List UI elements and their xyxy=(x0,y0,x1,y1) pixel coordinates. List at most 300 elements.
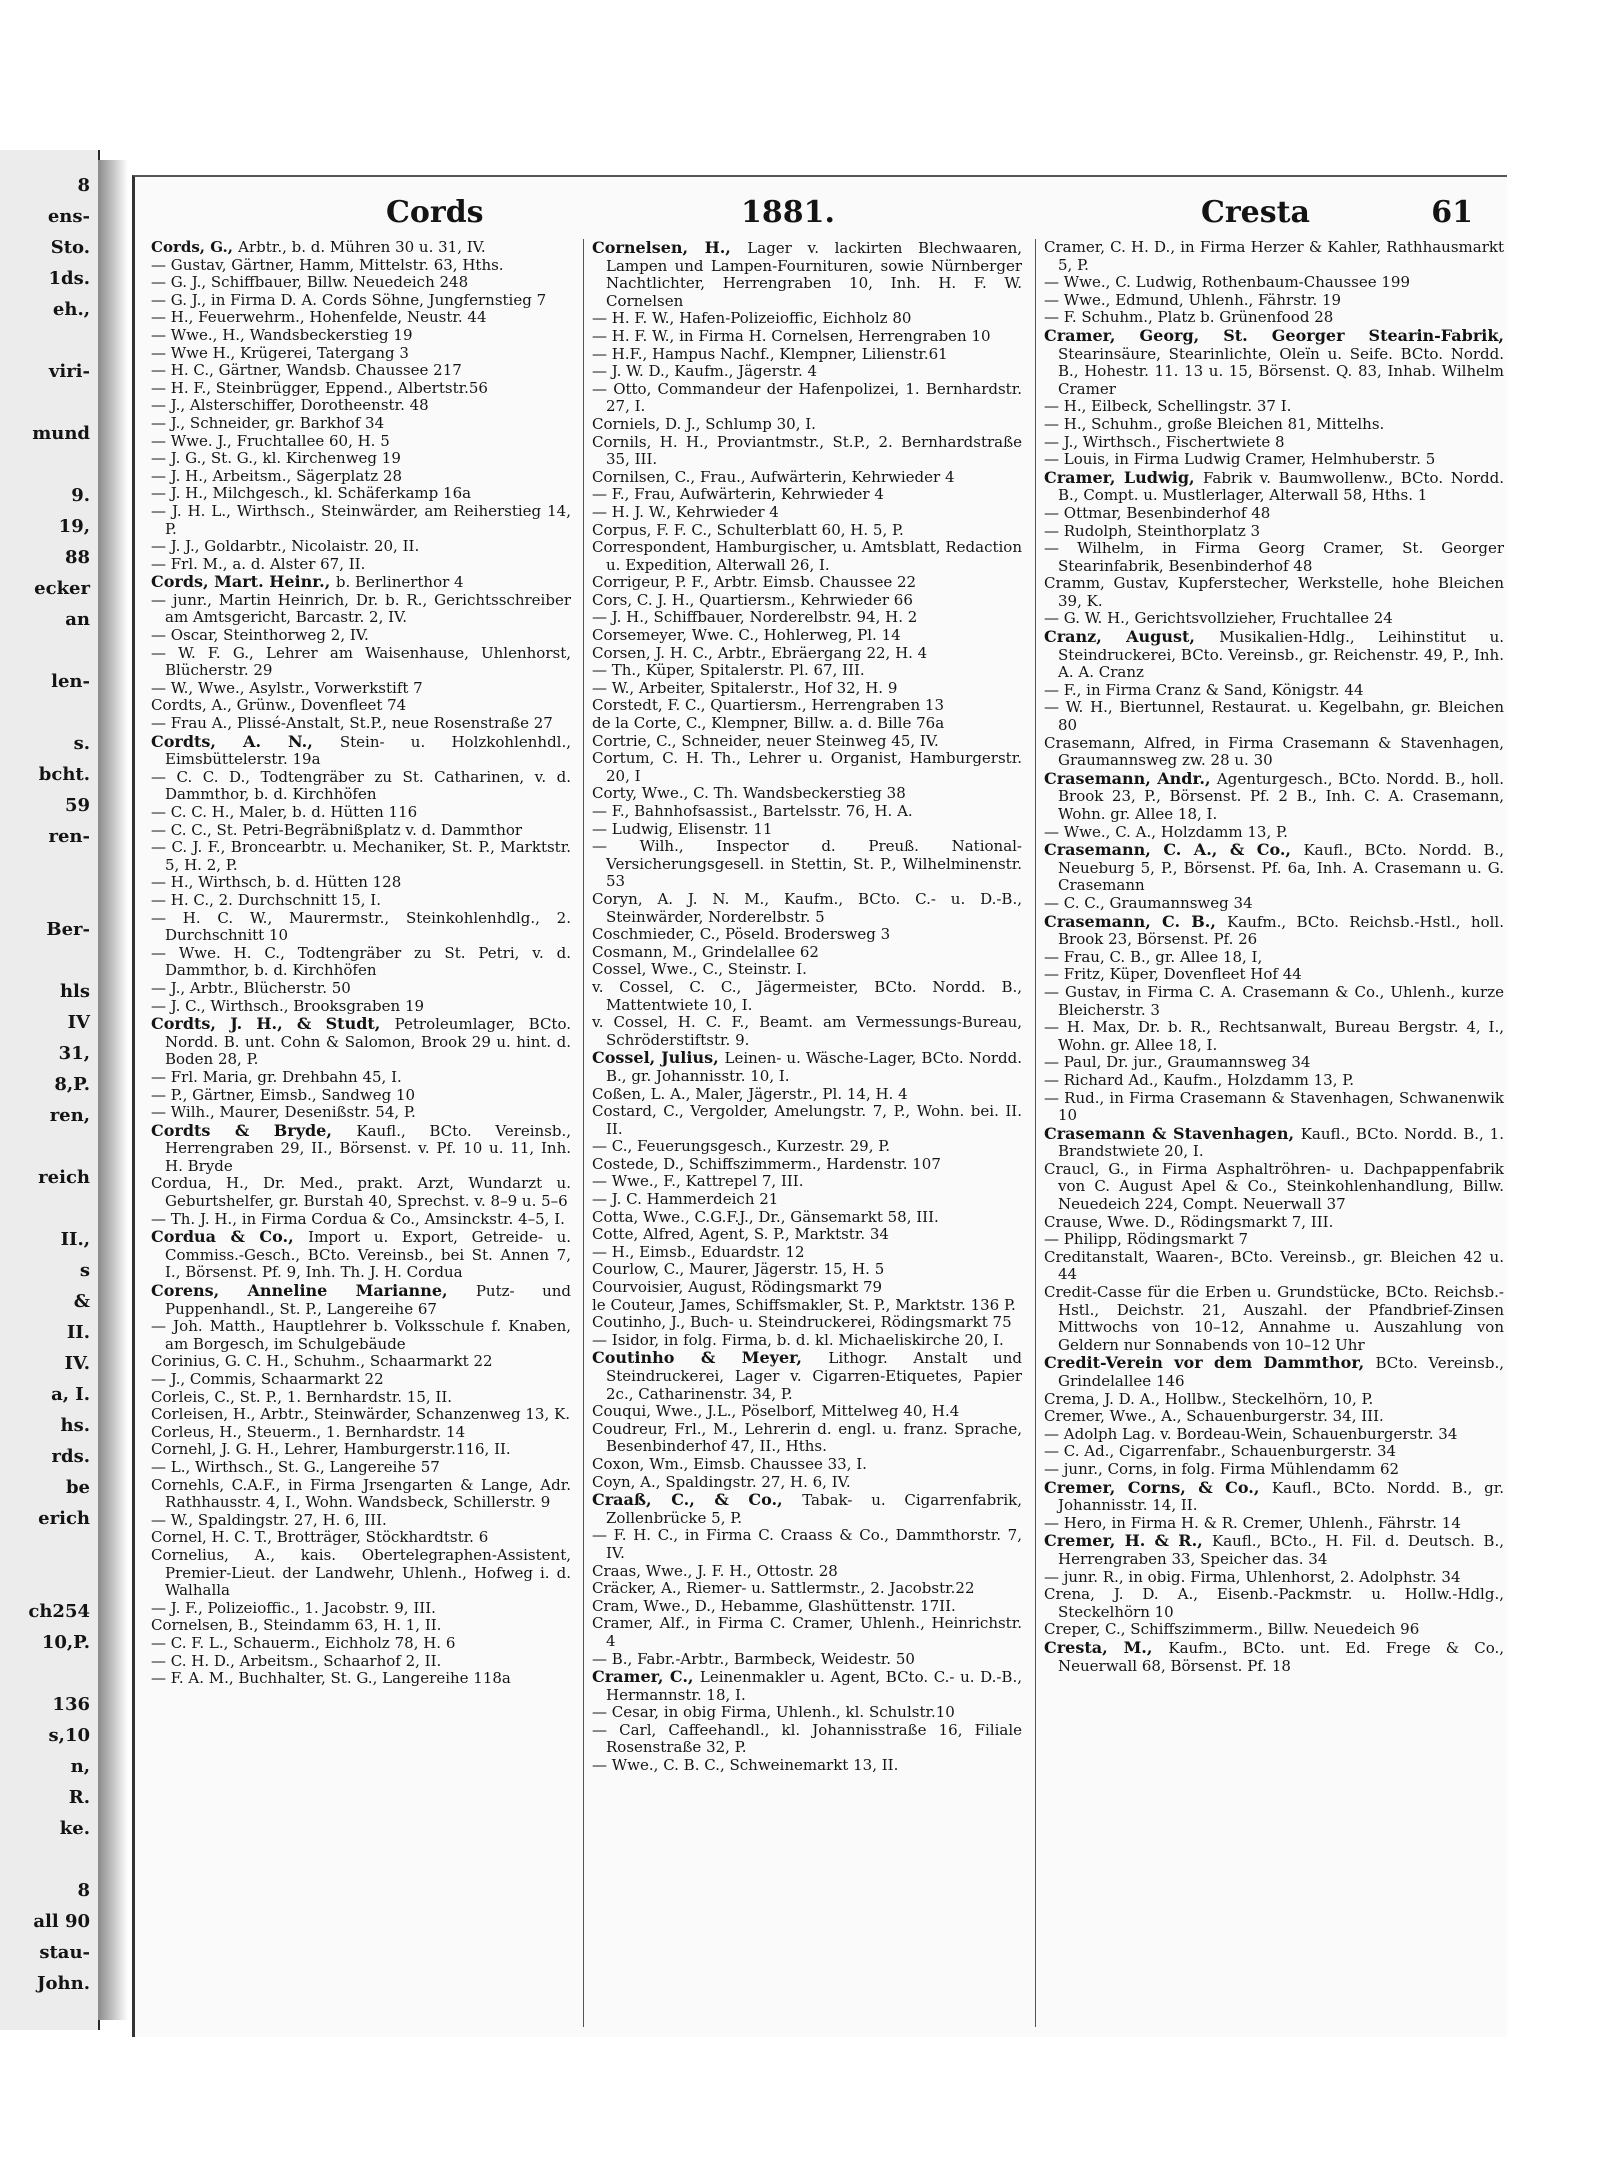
entry-details: — J. G., St. G., kl. Kirchenweg 19 xyxy=(151,449,401,468)
directory-entry xyxy=(592,1244,1022,1262)
entry-name: Coutinho & Meyer, xyxy=(592,1348,829,1368)
directory-entry xyxy=(592,697,1022,715)
directory-entry xyxy=(1044,699,1504,734)
entry-details: Leinen- u. Wäsche-Lager, BCto. Nordd. B., gr. Johannisstr. 10, I. xyxy=(606,1049,1022,1085)
entry-details: — junr. R., in obig. Firma, Uhlenhorst, 2. Adolphstr. 34 xyxy=(1044,1567,1461,1586)
entry-details: — J., Wirthsch., Fischertwiete 8 xyxy=(1044,432,1285,451)
entry-details: — H., Wirthsch, b. d. Hütten 128 xyxy=(151,873,402,892)
directory-entry xyxy=(1044,1391,1504,1409)
entry-details: Petroleumlager, BCto. Nordd. B. unt. Cohn & Salomon, Brook 29 u. hint. d. Boden 28, P. xyxy=(165,1015,571,1069)
directory-entry xyxy=(151,309,571,327)
directory-entry xyxy=(592,1349,1022,1403)
entry-details: — J. C. Hammerdeich 21 xyxy=(592,1190,779,1209)
page-gutter-shadow xyxy=(98,160,128,2020)
previous-page-fragment: rds. xyxy=(51,1446,90,1467)
directory-entry xyxy=(151,769,571,804)
entry-details: Coßen, L. A., Maler, Jägerstr., Pl. 14, H. 4 xyxy=(592,1084,908,1103)
directory-entry xyxy=(1044,1125,1504,1161)
directory-entry xyxy=(1044,895,1504,913)
entry-details: — H. C., Gärtner, Wandsb. Chaussee 217 xyxy=(151,361,462,380)
directory-entry xyxy=(592,961,1022,979)
previous-page-fragment: ren- xyxy=(48,826,90,847)
directory-entry xyxy=(592,1722,1022,1757)
entry-details: Putz- und Puppenhandl., St. P., Langereihe 67 xyxy=(165,1282,571,1318)
directory-entry xyxy=(592,979,1022,1014)
entry-details: Kaufl., BCto., H. Fil. d. Deutsch. B., Herrengraben 33, Speicher das. 34 xyxy=(1058,1532,1504,1568)
directory-entry xyxy=(592,381,1022,416)
column-3 xyxy=(1035,239,1504,2027)
directory-entry xyxy=(592,1491,1022,1527)
entry-details: Cornelius, A., kais. Obertelegraphen-Assistent, Premier-Lieut. der Landwehr, Uhlenh., Hofweg i. d. Walhalla xyxy=(151,1545,571,1600)
directory-entry xyxy=(1044,575,1504,610)
directory-entry xyxy=(592,1598,1022,1616)
entry-details: Cramm, Gustav, Kupferstecher, Werkstelle, hohe Bleichen 39, K. xyxy=(1044,574,1504,610)
entry-name: Cords, Mart. Heinr., xyxy=(151,572,336,592)
entry-details: — W. H., Biertunnel, Restaurat. u. Kegelbahn, gr. Bleichen 80 xyxy=(1044,698,1504,735)
previous-page-fragment: ens- xyxy=(47,206,90,227)
entry-name: Crasemann, Andr., xyxy=(1044,768,1217,788)
entry-details: Cors, C. J. H., Quartiersm., Kehrwieder 66 xyxy=(592,590,913,609)
directory-entry xyxy=(592,1474,1022,1492)
entry-details: — Wwe., C. B. C., Schweinemarkt 13, II. xyxy=(592,1756,899,1775)
entry-details: — F., in Firma Cranz & Sand, Königstr. 44 xyxy=(1044,680,1364,699)
entry-details: — J. H. L., Wirthsch., Steinwärder, am Reiherstieg 14, P. xyxy=(151,501,571,538)
directory-entry xyxy=(1044,505,1504,523)
previous-page-fragment: stau- xyxy=(39,1942,90,1963)
entry-details: — G. W. H., Gerichtsvollzieher, Fruchtallee 24 xyxy=(1044,609,1393,628)
previous-page-fragment: be xyxy=(65,1477,90,1498)
directory-entry xyxy=(151,697,571,715)
directory-entry xyxy=(592,803,1022,821)
entry-details: — Ottmar, Besenbinderhof 48 xyxy=(1044,503,1271,522)
entry-details: — Gustav, in Firma C. A. Crasemann & Co., Uhlenh., kurze Bleicherstr. 3 xyxy=(1044,982,1504,1019)
directory-entry xyxy=(151,1371,571,1389)
previous-page-fragment: mund xyxy=(32,423,90,444)
previous-page-fragment: bcht. xyxy=(38,764,90,785)
directory-entry xyxy=(592,1103,1022,1138)
directory-entry xyxy=(151,1389,571,1407)
previous-page-fragment: 8,P. xyxy=(54,1074,90,1095)
directory-entry xyxy=(592,310,1022,328)
directory-entry xyxy=(1044,274,1504,292)
directory-entry xyxy=(1044,610,1504,628)
entry-details: — H., Schuhm., große Bleichen 81, Mittelhs. xyxy=(1044,414,1385,433)
directory-entry xyxy=(1044,327,1504,398)
directory-entry xyxy=(592,1209,1022,1227)
directory-entry xyxy=(151,839,571,874)
entry-details: — Rud., in Firma Crasemann & Stavenhagen, Schwanenwik 10 xyxy=(1044,1088,1504,1125)
directory-entry xyxy=(151,1635,571,1653)
entry-details: — J. F., Polizeioffic., 1. Jacobstr. 9, III. xyxy=(151,1598,436,1617)
directory-entry xyxy=(151,1318,571,1353)
directory-entry xyxy=(151,1015,571,1069)
entry-details: — F. A. M., Buchhalter, St. G., Langereihe 118a xyxy=(151,1669,511,1688)
directory-entry xyxy=(592,1314,1022,1332)
entry-details: — Otto, Commandeur der Hafenpolizei, 1. Bernhardstr. 27, I. xyxy=(592,379,1022,416)
directory-entry xyxy=(592,522,1022,540)
entry-details: Credit-Casse für die Erben u. Grundstücke, BCto. Reichsb.-Hstl., Deichstr. 21, Auszahl. der Pfandbrief-Zinsen Mittwochs von 10–12, Annahme u. Auszahlung von Geldern nur Sonnabends von 10–12 Uhr xyxy=(1044,1283,1504,1354)
previous-page-fragment: ke. xyxy=(59,1818,90,1839)
entry-details: Cornel, H. C. T., Brotträger, Stöckhardtstr. 6 xyxy=(151,1528,489,1547)
directory-entry xyxy=(592,328,1022,346)
entry-details: — J. H., Arbeitsm., Sägerplatz 28 xyxy=(151,466,403,485)
directory-entry xyxy=(592,1421,1022,1456)
directory-entry xyxy=(151,1547,571,1600)
directory-entry xyxy=(592,926,1022,944)
entry-name: Credit-Verein vor dem Dammthor, xyxy=(1044,1353,1376,1373)
directory-entry xyxy=(151,1653,571,1671)
directory-entry xyxy=(151,804,571,822)
previous-page-fragment: ecker xyxy=(34,578,90,599)
directory-entry xyxy=(592,1332,1022,1350)
entry-details: Corleis, C., St. P., 1. Bernhardstr. 15, II. xyxy=(151,1387,453,1406)
directory-entry xyxy=(151,1477,571,1512)
previous-page-fragment: an xyxy=(65,609,90,630)
directory-entry xyxy=(592,1580,1022,1598)
directory-entry xyxy=(1044,1408,1504,1426)
previous-page-fragment: 9. xyxy=(71,485,90,506)
directory-entry xyxy=(1044,1639,1504,1675)
entry-details: — Wwe., F., Kattrepel 7, III. xyxy=(592,1172,804,1191)
entry-details: Leinenmakler u. Agent, BCto. C.- u. D.-B., Hermannstr. 18, I. xyxy=(606,1668,1022,1704)
directory-entry xyxy=(151,1069,571,1087)
directory-entry xyxy=(151,239,571,257)
entry-details: — J. H., Milchgesch., kl. Schäferkamp 16a xyxy=(151,484,472,503)
previous-page-fragment: IV xyxy=(67,1012,90,1033)
entry-details: — Cesar, in obig Firma, Uhlenh., kl. Schulstr.10 xyxy=(592,1703,955,1722)
entry-details: Cornehl, J. G. H., Lehrer, Hamburgerstr.116, II. xyxy=(151,1440,511,1459)
entry-details: — Ludwig, Elisenstr. 11 xyxy=(592,819,773,838)
directory-entry xyxy=(592,1704,1022,1722)
directory-entry xyxy=(592,609,1022,627)
entry-details: — J. J., Goldarbtr., Nicolaistr. 20, II. xyxy=(151,537,420,556)
directory-entry xyxy=(592,504,1022,522)
previous-page-fragment: 10,P. xyxy=(41,1632,90,1653)
directory-entry xyxy=(592,539,1022,574)
directory-entry xyxy=(151,627,571,645)
entry-details: Cornilsen, C., Frau., Aufwärterin, Kehrwieder 4 xyxy=(592,467,955,486)
entry-details: Musikalien-Hdlg., Leihinstitut u. Steindruckerei, BCto. Vereinsb., gr. Reichenstr. 49, P., Inh. A. A. Cranz xyxy=(1058,628,1504,682)
entry-details: Crasemann, Alfred, in Firma Crasemann & Stavenhagen, Graumannsweg zw. 28 u. 30 xyxy=(1044,733,1504,770)
entry-details: — C. C., Graumannsweg 34 xyxy=(1044,893,1253,912)
entry-details: Cotte, Alfred, Agent, S. P., Marktstr. 34 xyxy=(592,1225,889,1244)
directory-entry xyxy=(151,1122,571,1176)
previous-page-fragment: 8 xyxy=(77,1880,90,1901)
entry-name: Cramer, C., xyxy=(592,1667,700,1687)
previous-page-fragment: len- xyxy=(51,671,90,692)
entry-name: Cresta, M., xyxy=(1044,1637,1169,1657)
entry-details: — Wwe. J., Fruchtallee 60, H. 5 xyxy=(151,431,390,450)
entry-details: Kaufm., BCto. unt. Ed. Frege & Co., Neuerwall 68, Börsenst. Pf. 18 xyxy=(1058,1638,1504,1675)
entry-details: Stein- u. Holzkohlenhdl., Eimsbüttelerstr. 19a xyxy=(165,732,571,769)
directory-entry xyxy=(1044,770,1504,824)
entry-details: — Frl. M., a. d. Alster 67, II. xyxy=(151,554,366,573)
directory-entry xyxy=(151,1512,571,1530)
directory-entry xyxy=(151,450,571,468)
directory-entry xyxy=(1044,1284,1504,1354)
entry-details: — Frau, C. B., gr. Allee 18, I, xyxy=(1044,947,1263,966)
previous-page-fragment: viri- xyxy=(48,361,90,382)
directory-entry xyxy=(1044,1161,1504,1214)
directory-entry xyxy=(1044,1426,1504,1444)
directory-entry xyxy=(592,1049,1022,1085)
entry-name: Crasemann & Stavenhagen, xyxy=(1044,1123,1301,1143)
directory-entry xyxy=(151,345,571,363)
header-year: 1881. xyxy=(741,195,835,230)
entry-details: Kaufl., BCto. Vereinsb., Herrengraben 29, II., Börsenst. v. Pf. 10 u. 11, Inh. H. Bryde xyxy=(165,1121,571,1175)
entry-details: — Wwe. H. C., Todtengräber zu St. Petri, v. d. Dammthor, b. d. Kirchhöfen xyxy=(151,943,571,980)
previous-page-fragment: s,10 xyxy=(48,1725,90,1746)
entry-details: Creditanstalt, Waaren-, BCto. Vereinsb., gr. Bleichen 42 u. 44 xyxy=(1044,1247,1504,1284)
entry-details: — H., Eimsb., Eduardstr. 12 xyxy=(592,1242,805,1261)
directory-entry xyxy=(592,469,1022,487)
entry-details: Crema, J. D. A., Hollbw., Steckelhörn, 10, P. xyxy=(1044,1389,1374,1408)
directory-entry xyxy=(592,680,1022,698)
directory-entry xyxy=(592,1615,1022,1650)
entry-details: — Wwe., Edmund, Uhlenh., Fährstr. 19 xyxy=(1044,290,1342,309)
directory-entry xyxy=(151,485,571,503)
entry-details: Cornehls, C.A.F., in Firma Jrsengarten & Lange, Adr. Rathhausstr. 4, I., Wohn. Wandsbeck, Schillerstr. 9 xyxy=(151,1475,571,1512)
entry-details: Cordts, A., Grünw., Dovenfleet 74 xyxy=(151,696,407,715)
entry-details: Cram, Wwe., D., Hebamme, Glashüttenstr. 17II. xyxy=(592,1596,956,1615)
entry-details: — Carl, Caffeehandl., kl. Johannisstraße 16, Filiale Rosenstraße 32, P. xyxy=(592,1720,1022,1757)
entry-details: Coudreur, Frl., M., Lehrerin d. engl. u. franz. Sprache, Besenbinderhof 47, II., Hths. xyxy=(592,1419,1022,1456)
directory-entry xyxy=(1044,1072,1504,1090)
entry-details: — F., Frau, Aufwärterin, Kehrwieder 4 xyxy=(592,485,884,504)
directory-entry xyxy=(592,715,1022,733)
entry-details: — H. Max, Dr. b. R., Rechtsanwalt, Bureau Bergstr. 4, I., Wohn. gr. Allee 18, I. xyxy=(1044,1018,1504,1054)
entry-name: Cords, G., xyxy=(151,239,239,256)
entry-details: Corinius, G. C. H., Schuhm., Schaarmarkt 22 xyxy=(151,1352,493,1371)
entry-details: — C. C., St. Petri-Begräbnißplatz v. d. Dammthor xyxy=(151,820,523,839)
directory-entry xyxy=(151,715,571,733)
directory-entry xyxy=(151,1529,571,1547)
directory-entry xyxy=(592,592,1022,610)
entry-details: — H. F., Steinbrügger, Eppend., Albertstr.56 xyxy=(151,378,488,397)
directory-entry xyxy=(1044,1019,1504,1054)
directory-entry xyxy=(592,416,1022,434)
directory-entry xyxy=(592,645,1022,663)
directory-entry xyxy=(1044,292,1504,310)
entry-details: Corniels, D. J., Schlump 30, I. xyxy=(592,414,816,433)
entry-details: Cramer, Alf., in Firma C. Cramer, Uhlenh., Heinrichstr. 4 xyxy=(592,1614,1022,1650)
directory-entry xyxy=(151,592,571,627)
entry-details: Lager v. lackirten Blechwaaren, Lampen und Lampen-Fournituren, sowie Nürnberger Nachtlichter, Herrengraben 10, Inh. H. F. W. Cornelsen xyxy=(606,239,1022,310)
previous-page-fragment: ren, xyxy=(49,1105,90,1126)
directory-entry xyxy=(1044,824,1504,842)
entry-details: — Isidor, in folg. Firma, b. d. kl. Michaeliskirche 20, I. xyxy=(592,1330,1004,1349)
entry-details: Cräcker, A., Riemer- u. Sattlermstr., 2. Jacobstr.22 xyxy=(592,1579,975,1598)
entry-details: le Couteur, James, Schiffsmakler, St. P., Marktstr. 136 P. xyxy=(592,1295,1016,1314)
entry-details: — H. F. W., in Firma H. Cornelsen, Herrengraben 10 xyxy=(592,326,991,345)
entry-details: Kaufl., BCto. Nordd. B., 1. Brandstwiete 20, I. xyxy=(1058,1124,1504,1161)
directory-entry xyxy=(151,980,571,998)
entry-details: Craucl, G., in Firma Asphaltröhren- u. Dachpappenfabrik von C. August Apel & Co., Steinkohlenhandlung, Billw. Neuedeich 224, Compt. Neuerwall 37 xyxy=(1044,1159,1504,1214)
directory-entry xyxy=(151,538,571,556)
entry-details: — Joh. Matth., Hauptlehrer b. Volksschule f. Knaben, am Borgesch, im Schulgebäude xyxy=(151,1317,571,1353)
directory-entry xyxy=(1044,1569,1504,1587)
entry-details: Cornelsen, B., Steindamm 63, H. 1, II. xyxy=(151,1616,442,1635)
entry-details: — junr., Martin Heinrich, Dr. b. R., Gerichtsschreiber am Amtsgericht, Barcastr. 2, IV. xyxy=(151,590,571,627)
directory-entry xyxy=(592,574,1022,592)
entry-name: Cranz, August, xyxy=(1044,627,1220,647)
directory-entry xyxy=(151,1441,571,1459)
entry-details: — Th., Küper, Spitalerstr. Pl. 67, III. xyxy=(592,661,865,680)
previous-page-fragment: Sto. xyxy=(50,237,90,258)
entry-details: Correspondent, Hamburgischer, u. Amtsblatt, Redaction u. Expedition, Alterwall 26, I. xyxy=(592,538,1022,574)
directory-entry xyxy=(592,944,1022,962)
directory-entry xyxy=(1044,1479,1504,1515)
directory-entry xyxy=(592,1138,1022,1156)
previous-page-fragment: a, I. xyxy=(51,1384,90,1405)
directory-entry xyxy=(592,1403,1022,1421)
entry-name: Cornelsen, H., xyxy=(592,239,748,257)
entry-name: Cremer, H. & R., xyxy=(1044,1531,1212,1551)
entry-details: — G. J., in Firma D. A. Cords Söhne, Jungfernstieg 7 xyxy=(151,290,547,309)
entry-details: — C. F. L., Schauerm., Eichholz 78, H. 6 xyxy=(151,1633,456,1652)
entry-details: — Richard Ad., Kaufm., Holzdamm 13, P. xyxy=(1044,1070,1355,1089)
directory-entry xyxy=(1044,540,1504,575)
entry-name: Crasemann, C. B., xyxy=(1044,911,1228,931)
directory-entry xyxy=(151,945,571,980)
previous-page-fragment: II. xyxy=(66,1322,90,1343)
previous-page-fragment: John. xyxy=(37,1973,90,1994)
entry-details: — W., Spaldingstr. 27, H. 6, III. xyxy=(151,1510,387,1529)
entry-details: — Fritz, Küper, Dovenfleet Hof 44 xyxy=(1044,965,1302,984)
entry-details: Corrigeur, P. F., Arbtr. Eimsb. Chaussee 22 xyxy=(592,573,917,592)
entry-details: — Wilh., Inspector d. Preuß. National-Versicherungsgesell. in Stettin, St. P., Wilhelminenstr. 53 xyxy=(592,837,1022,891)
entry-details: Cotta, Wwe., C.G.F.J., Dr., Gänsemarkt 58, III. xyxy=(592,1207,939,1226)
entry-details: — J., Commis, Schaarmarkt 22 xyxy=(151,1370,384,1388)
previous-page-fragment: II., xyxy=(60,1229,90,1250)
directory-entry xyxy=(1044,309,1504,327)
entry-details: — W. F. G., Lehrer am Waisenhause, Uhlenhorst, Blücherstr. 29 xyxy=(151,643,571,680)
entry-columns xyxy=(151,239,1504,2027)
directory-entry xyxy=(592,662,1022,680)
entry-details: — J., Schneider, gr. Barkhof 34 xyxy=(151,413,385,432)
directory-entry xyxy=(151,1600,571,1618)
entry-details: Corsemeyer, Wwe. C., Hohlerweg, Pl. 14 xyxy=(592,626,901,645)
entry-details: Couqui, Wwe., J.L., Pöselborf, Mittelweg 40, H.4 xyxy=(592,1402,960,1421)
entry-details: — Th. J. H., in Firma Cordua & Co., Amsinckstr. 4–5, I. xyxy=(151,1209,565,1228)
entry-details: Corleus, H., Steuerm., 1. Bernhardstr. 14 xyxy=(151,1422,466,1441)
entry-details: Creper, C., Schiffszimmerm., Billw. Neuedeich 96 xyxy=(1044,1620,1420,1639)
directory-entry xyxy=(592,1191,1022,1209)
directory-page xyxy=(132,175,1507,2037)
directory-entry xyxy=(592,821,1022,839)
directory-entry xyxy=(1044,434,1504,452)
previous-page-fragment: n, xyxy=(70,1756,90,1777)
directory-entry xyxy=(151,874,571,892)
directory-entry xyxy=(151,327,571,345)
entry-details: Kaufl., BCto. Nordd. B., Neueburg 5, P., Börsenst. Pf. 6a, Inh. A. Crasemann u. G. Crasemann xyxy=(1058,841,1504,895)
entry-details: BCto. Vereinsb., Grindelallee 146 xyxy=(1058,1354,1504,1390)
directory-entry xyxy=(151,998,571,1016)
entry-details: Cossel, Wwe., C., Steinstr. I. xyxy=(592,960,807,979)
directory-entry xyxy=(151,380,571,398)
entry-details: Costard, C., Vergolder, Amelungstr. 7, P., Wohn. bei. II. II. xyxy=(592,1102,1022,1138)
directory-entry xyxy=(1044,984,1504,1019)
entry-details: — F., Bahnhofsassist., Bartelsstr. 76, H. A. xyxy=(592,802,913,820)
entry-name: Cordts, J. H., & Studt, xyxy=(151,1014,395,1034)
entry-details: Agenturgesch., BCto. Nordd. B., holl. Brook 23, P., Börsenst. Pf. 2 B., Inh. C. A. Crasemann, Wohn. gr. Allee 18, I. xyxy=(1058,769,1504,823)
previous-page-fragment: 88 xyxy=(64,547,90,568)
entry-details: Coyn, A., Spaldingstr. 27, H. 6, IV. xyxy=(592,1472,851,1491)
directory-entry xyxy=(592,785,1022,803)
directory-entry xyxy=(151,645,571,680)
entry-details: — Wilhelm, in Firma Georg Cramer, St. Georger Stearinfabrik, Besenbinderhof 48 xyxy=(1044,539,1504,575)
entry-details: — J., Arbtr., Blücherstr. 50 xyxy=(151,978,351,997)
entry-name: Corens, Anneline Marianne, xyxy=(151,1281,476,1301)
entry-details: — H.F., Hampus Nachf., Klempner, Lilienstr.61 xyxy=(592,344,948,363)
previous-page-fragment: IV. xyxy=(64,1353,90,1374)
entry-details: Courlow, C., Maurer, Jägerstr. 15, H. 5 xyxy=(592,1260,885,1279)
entry-details: — C. C. D., Todtengräber zu St. Catharinen, v. d. Dammthor, b. d. Kirchhöfen xyxy=(151,767,571,804)
directory-entry xyxy=(592,733,1022,751)
entry-details: — Frl. Maria, gr. Drehbahn 45, I. xyxy=(151,1067,402,1086)
entry-details: — Rudolph, Steinthorplatz 3 xyxy=(1044,521,1261,540)
entry-details: — W., Arbeiter, Spitalerstr., Hof 32, H. 9 xyxy=(592,678,898,697)
entry-details: Coutinho, J., Buch- u. Steindruckerei, Rödingsmarkt 75 xyxy=(592,1313,1012,1332)
entry-details: v. Cossel, H. C. F., Beamt. am Vermessungs-Bureau, Schröderstiftstr. 9. xyxy=(592,1013,1022,1049)
entry-name: Crasemann, C. A., & Co., xyxy=(1044,840,1304,860)
directory-entry xyxy=(592,1261,1022,1279)
entry-details: de la Corte, C., Klempner, Billw. a. d. Bille 76a xyxy=(592,714,945,733)
entry-details: Kaufl., BCto. Nordd. B., gr. Johannisstr. 14, II. xyxy=(1058,1478,1504,1515)
entry-details: Tabak- u. Cigarrenfabrik, Zollenbrücke 5, P. xyxy=(606,1491,1022,1527)
entry-details: Corsen, J. H. C., Arbtr., Ebräergang 22, H. 4 xyxy=(592,643,928,662)
header-right-keyword: Cresta xyxy=(1201,195,1310,230)
entry-details: b. Berlinerthor 4 xyxy=(335,573,464,592)
entry-details: Coxon, Wm., Eimsb. Chaussee 33, I. xyxy=(592,1454,867,1473)
directory-entry xyxy=(1044,913,1504,949)
previous-page-fragment: all 90 xyxy=(33,1911,90,1932)
directory-entry xyxy=(151,733,571,769)
entry-details: — C. H. D., Arbeitsm., Schaarhof 2, II. xyxy=(151,1651,442,1670)
entry-details: — Frau A., Plissé-Anstalt, St.P., neue Rosenstraße 27 xyxy=(151,714,553,733)
entry-details: — Louis, in Firma Ludwig Cramer, Helmhuberstr. 5 xyxy=(1044,450,1436,469)
directory-entry xyxy=(592,750,1022,785)
entry-details: — L., Wirthsch., St. G., Langereihe 57 xyxy=(151,1457,440,1476)
entry-details: — Wwe., H., Wandsbeckerstieg 19 xyxy=(151,325,413,344)
directory-entry xyxy=(592,1757,1022,1775)
directory-entry xyxy=(1044,628,1504,682)
entry-details: — Wilh., Maurer, Desenißstr. 54, P. xyxy=(151,1103,416,1122)
entry-details: Stearinsäure, Stearinlichte, Oleïn u. Seife. BCto. Nordd. B., Hohestr. 11. 13 u. 15, Börsenst. Q. 83, Inhab. Wilhelm Cramer xyxy=(1058,344,1504,398)
directory-entry xyxy=(151,1282,571,1318)
directory-entry xyxy=(592,1279,1022,1297)
directory-entry xyxy=(151,1353,571,1371)
entry-details: Costede, D., Schiffszimmerm., Hardenstr. 107 xyxy=(592,1154,941,1173)
entry-details: — G. J., Schiffbauer, Billw. Neuedeich 248 xyxy=(151,273,469,292)
directory-entry xyxy=(592,1527,1022,1562)
entry-details: — P., Gärtner, Eimsb., Sandweg 10 xyxy=(151,1085,416,1104)
entry-details: — Paul, Dr. jur., Graumannsweg 34 xyxy=(1044,1053,1311,1072)
entry-details: Arbtr., b. d. Mühren 30 u. 31, IV. xyxy=(238,239,486,256)
directory-entry xyxy=(592,1014,1022,1049)
entry-details: Cordua, H., Dr. Med., prakt. Arzt, Wundarzt u. Geburtshelfer, gr. Burstah 40, Sprechst. v. 8–9 u. 5–6 xyxy=(151,1174,571,1211)
directory-entry xyxy=(1044,1354,1504,1390)
directory-entry xyxy=(151,257,571,275)
entry-details: — Adolph Lag. v. Bordeau-Wein, Schauenburgerstr. 34 xyxy=(1044,1424,1458,1443)
entry-details: — Wwe H., Krügerei, Tatergang 3 xyxy=(151,343,409,362)
directory-entry xyxy=(1044,1621,1504,1639)
entry-details: Cornils, H. H., Proviantmstr., St.P., 2. Bernhardstraße 35, III. xyxy=(592,432,1022,469)
directory-entry xyxy=(1044,1090,1504,1125)
directory-entry xyxy=(151,1617,571,1635)
entry-details: Cremer, Wwe., A., Schauenburgerstr. 34, III. xyxy=(1044,1407,1384,1426)
entry-name: Cordts, A. N., xyxy=(151,731,340,751)
